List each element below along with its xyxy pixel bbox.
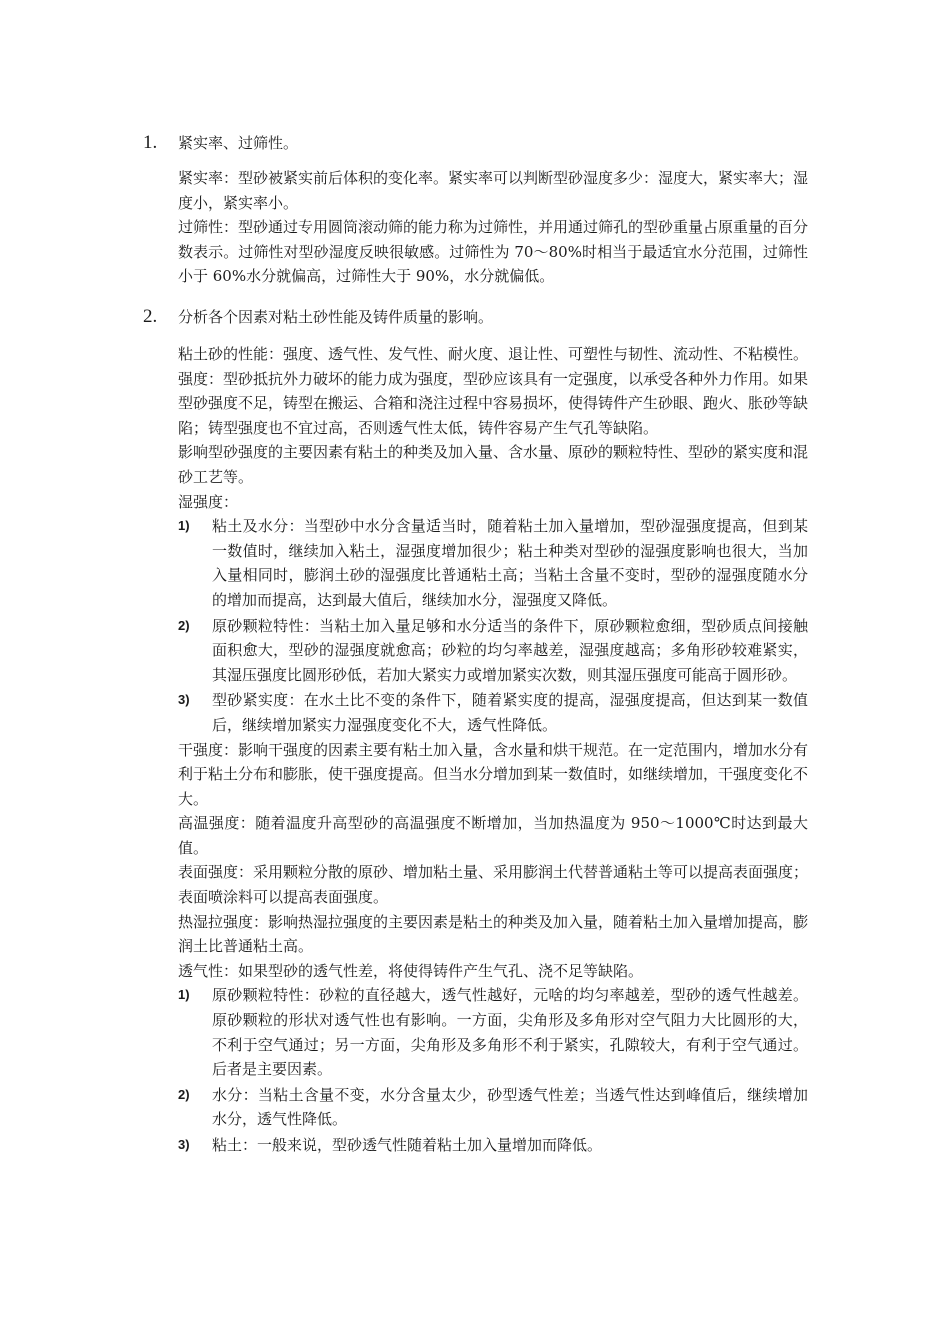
list-item [178, 1083, 808, 1132]
paragraph-wet-strength-label: 湿强度： [178, 492, 239, 511]
section-heading [0, 130, 950, 156]
list-item-text: 原砂颗粒特性：当粘土加入量足够和水分适当的条件下，原砂颗粒愈细，型砂质点间接触面积愈大，型砂的湿强度就愈高；砂粒的均匀率越差，湿强度越高；多角形砂较难紧实，其湿压强度比圆形砂低，若加大紧实力或增加紧实次数，则其湿压强度可能高于圆形砂。 [212, 616, 808, 684]
section-title: 紧实率、过筛性。 [178, 134, 299, 152]
list-item [178, 1133, 808, 1158]
paragraph-strength: 强度：型砂抵抗外力破坏的能力成为强度，型砂应该具有一定强度，以承受各种外力作用。如果型砂强度不足，铸型在搬运、合箱和浇注过程中容易损坏，使得铸件产生砂眼、跑火、胀砂等缺陷；铸型强度也不宜过高，否则透气性太低，铸件容易产生气孔等缺陷。 [178, 369, 809, 437]
list-item-text: 水分：当粘土含量不变，水分含量太少，砂型透气性差；当透气性达到峰值后，继续增加水分，透气性降低。 [212, 1085, 808, 1129]
list-item [178, 688, 808, 737]
list-marker: 1) [178, 987, 190, 1003]
section-title: 分析各个因素对粘土砂性能及铸件质量的影响。 [178, 308, 494, 326]
section-heading [0, 304, 950, 330]
section-number: 2. [143, 306, 158, 327]
paragraph-surface-strength: 表面强度：采用颗粒分散的原砂、增加粘土量、采用膨润土代替普通粘土等可以提高表面强度；表面喷涂料可以提高表面强度。 [178, 863, 809, 907]
paragraph-hot-strength: 高温强度：随着温度升高型砂的高温强度不断增加，当加热温度为 950～1000℃时达到最大值。 [178, 814, 808, 857]
paragraph-sieveability: 过筛性：型砂通过专用圆筒滚动筛的能力称为过筛性，并用通过筛孔的型砂重量占原重量的百分数表示。过筛性对型砂湿度反映很敏感。过筛性为 70～80%时相当于最适宜水分范围，过筛性小于 60%水分就偏高，过筛性大于 90%，水分就偏低。 [178, 218, 809, 286]
list-marker: 3) [178, 692, 190, 708]
wet-strength-list [178, 514, 808, 737]
list-item-text: 原砂颗粒特性：砂粒的直径越大，透气性越好，元啥的均匀率越差，型砂的透气性越差。原砂颗粒的形状对透气性也有影响。一方面，尖角形及多角形对空气阻力大比圆形的大，不利于空气通过；另一方面，尖角形及多角形不利于紧实，孔隙较大，有利于空气通过。后者是主要因素。 [212, 986, 808, 1079]
section-1 [0, 130, 950, 289]
list-marker: 3) [178, 1137, 190, 1152]
paragraph-hot-wet-tensile: 热湿拉强度：影响热湿拉强度的主要因素是粘土的种类及加入量，随着粘土加入量增加提高，膨润土比普通粘土高。 [178, 912, 809, 956]
list-item-text: 型砂紧实度：在水土比不变的条件下，随着紧实度的提高，湿强度提高，但达到某一数值后，继续增加紧实力湿强度变化不大，透气性降低。 [212, 691, 808, 734]
paragraph-strength-factors: 影响型砂强度的主要因素有粘土的种类及加入量、含水量、原砂的颗粒特性、型砂的紧实度和混砂工艺等。 [178, 443, 809, 486]
list-item-text: 粘土：一般来说，型砂透气性随着粘土加入量增加而降低。 [212, 1136, 603, 1154]
list-item [178, 514, 808, 612]
list-item [178, 614, 808, 688]
list-marker: 2) [178, 617, 190, 633]
paragraph-compactability: 紧实率：型砂被紧实前后体积的变化率。紧实率可以判断型砂湿度多少：湿度大，紧实率大；湿度小，紧实率小。 [178, 169, 809, 212]
paragraph-properties: 粘土砂的性能：强度、透气性、发气性、耐火度、退让性、可塑性与韧性、流动性、不粘模性。 [178, 345, 809, 363]
paragraph-permeability: 透气性：如果型砂的透气性差，将使得铸件产生气孔、浇不足等缺陷。 [178, 961, 644, 980]
section-2 [0, 304, 950, 1158]
section-body [178, 166, 808, 289]
section-body [178, 342, 808, 1158]
paragraph-dry-strength: 干强度：影响干强度的因素主要有粘土加入量，含水量和烘干规范。在一定范围内，增加水分有利于粘土分布和膨胀，使干强度提高。但当水分增加到某一数值时，如继续增加，干强度变化不大。 [178, 740, 809, 808]
list-item [178, 983, 808, 1081]
list-marker: 2) [178, 1086, 190, 1102]
section-number: 1. [143, 132, 158, 153]
list-item-text: 粘土及水分：当型砂中水分含量适当时，随着粘土加入量增加，型砂湿强度提高，但到某一数值时，继续加入粘土，湿强度增加很少；粘土种类对型砂的湿强度影响也很大，当加入量相同时，膨润土砂的湿强度比普通粘土高；当粘土含量不变时，型砂的湿强度随水分的增加而提高，达到最大值后，继续加水分，湿强度又降低。 [212, 517, 808, 609]
list-marker: 1) [178, 518, 190, 534]
permeability-list [178, 983, 808, 1157]
